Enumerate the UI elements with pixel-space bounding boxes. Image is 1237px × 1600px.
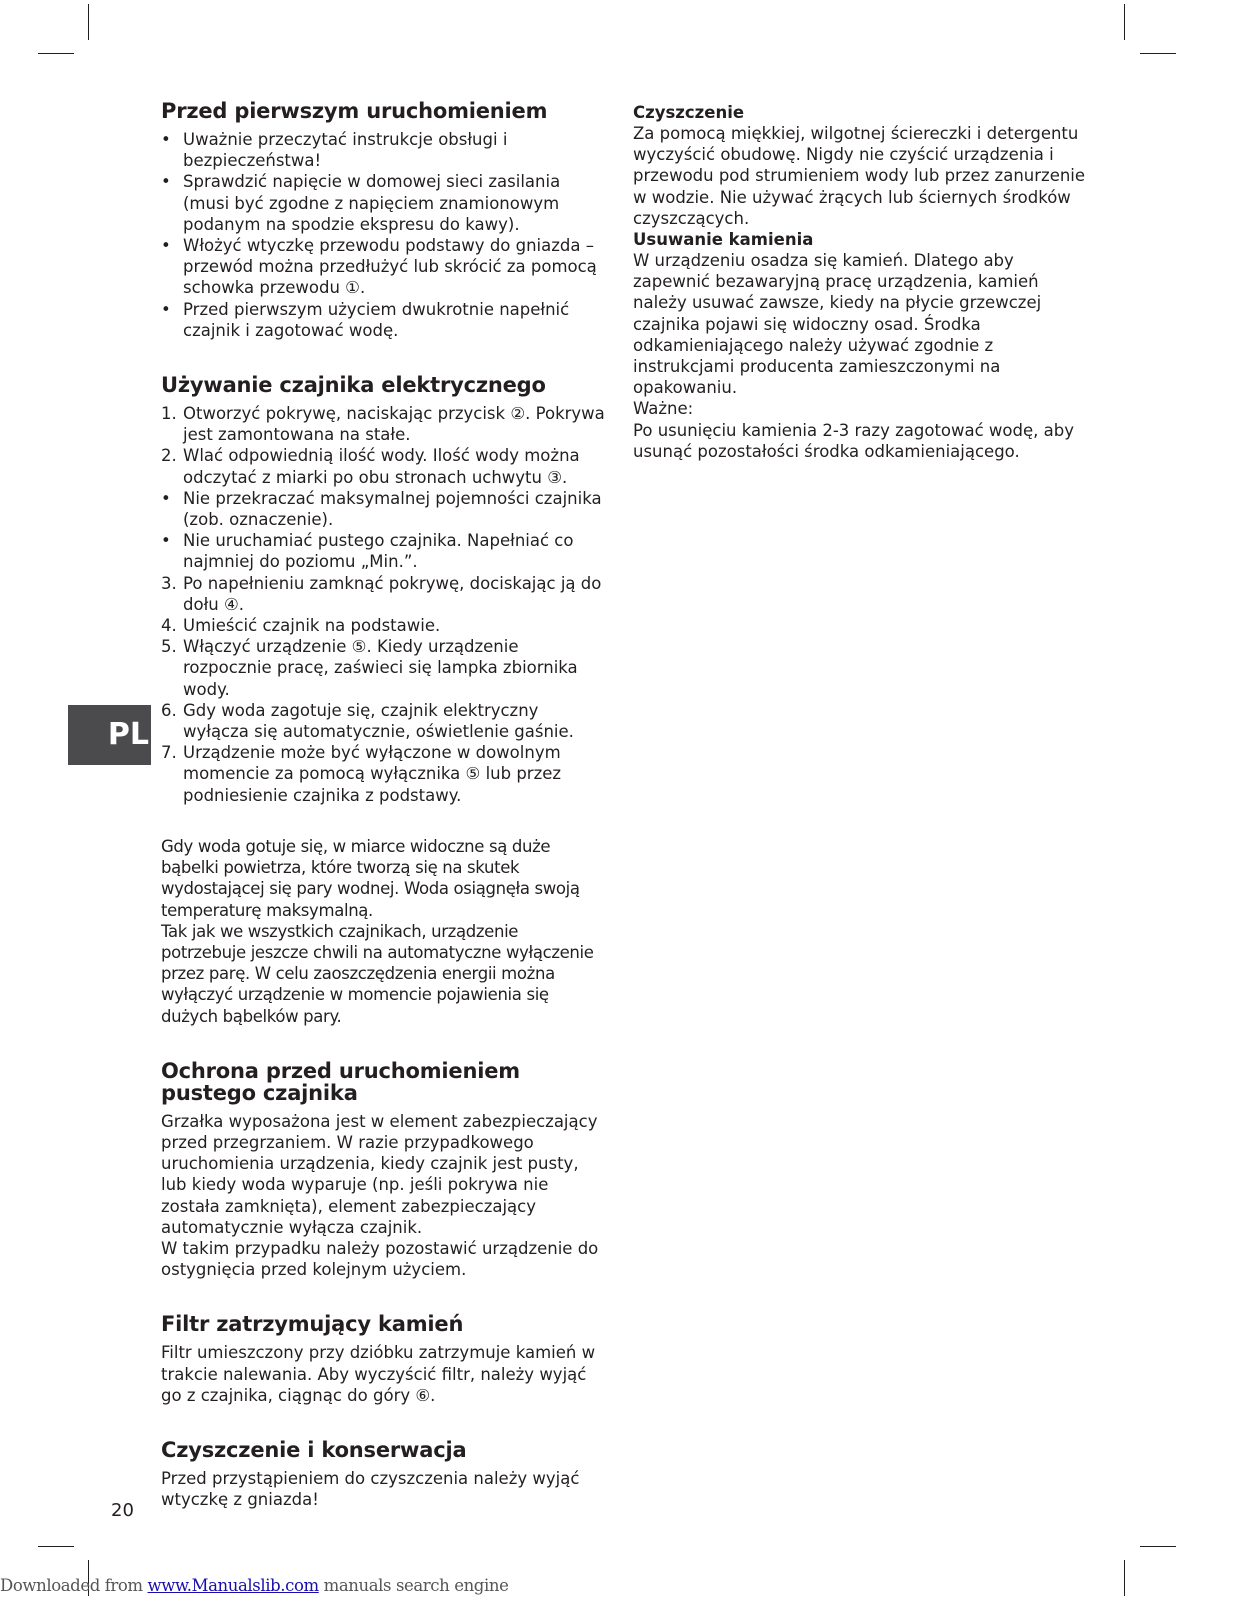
crop-mark [1140,53,1176,54]
usage-list [161,403,606,806]
list-item: 6. Gdy woda zagotuje się, czajnik elektryczny wyłącza się automatycznie, oświetlenie gaśnie. [161,700,574,742]
manualslib-link[interactable]: www.Manualslib.com [147,1576,319,1595]
important-text: Po usunięciu kamienia 2-3 razy zagotować wodę, aby usunąć pozostałości środka odkamieniającego. [633,420,1074,461]
usage-paragraph: Tak jak we wszystkich czajnikach, urządzenie potrzebuje jeszcze chwili na automatyczne wyłączenie przez parę. W celu zaoszczędzenia energii można wyłączyć urządzenie w momencie pojawienia się dużych bąbelków pary. [161,921,594,1026]
list-item: • Nie uruchamiać pustego czajnika. Napełniać co najmniej do poziomu „Min.”. [161,531,574,572]
title-line: pustego czajnika [161,1080,358,1105]
crop-mark [1124,1560,1125,1596]
usage-paragraph: Gdy woda gotuje się, w miarce widoczne są duże bąbelki powietrza, które tworzą się na skutek wydostającej się pary wodnej. Woda osiągnęła swoją temperaturę maksymalną. [161,836,580,920]
list-item: 3. Po napełnieniu zamknąć pokrywę, dociskając ją do dołu ④. [161,573,602,614]
list-item: 4. Umieścić czajnik na podstawie. [161,616,441,636]
dry-boil-paragraph: W takim przypadku należy pozostawić urządzenie do ostygnięcia przed kolejnym użyciem. [161,1238,599,1280]
page-number: 20 [111,1500,134,1521]
cleaning-maintenance-paragraph: Przed przystąpieniem do czyszczenia należy wyjąć wtyczkę z gniazda! [161,1468,580,1510]
crop-mark [1140,1546,1176,1547]
footer-suffix: manuals search engine [318,1576,509,1595]
list-item: • Sprawdzić napięcie w domowej sieci zasilania (musi być zgodne z napięciem znamionowym podanym na spodzie ekspresu do kawy). [161,172,561,234]
list-item: • Nie przekraczać maksymalnej pojemności czajnika (zob. oznaczenie). [161,488,602,530]
filter-paragraph: Filtr umieszczony przy dzióbku zatrzymuje kamień w trakcie nalewania. Aby wyczyścić filtr, należy wyjąć go z czajnika, ciągnąc do góry ⑥. [161,1343,596,1405]
descaling-paragraph: W urządzeniu osadza się kamień. Dlatego aby zapewnić bezawaryjną pracę urządzenia, kamień należy usuwać zawsze, kiedy na płycie grzewczej czajnika pojawi się widoczny osad. Środka odkamieniającego należy używać zgodnie z instrukcjami producenta zamieszczonymi na opakowaniu. [633,251,1042,398]
left-column [161,100,606,1510]
section-title-cleaning-maintenance: Czyszczenie i konserwacja [161,1437,467,1462]
list-item: • Włożyć wtyczkę przewodu podstawy do gniazda – przewód można przedłużyć lub skrócić za pomocą schowka przewodu ①. [161,236,597,298]
crop-mark [88,4,89,40]
cleaning-paragraph: Za pomocą miękkiej, wilgotnej ściereczki i detergentu wyczyścić obudowę. Nigdy nie czyścić urządzenia i przewodu pod strumieniem wody lub przez zanurzenie w wodzie. Nie używać żrących lub ściernych środków czyszczących. [633,124,1086,228]
section-title-dry-boil [161,1060,606,1104]
crop-mark [38,1546,74,1547]
section-title-usage: Używanie czajnika elektrycznego [161,373,546,398]
list-item: 5. Włączyć urządzenie ⑤. Kiedy urządzenie rozpocznie pracę, zaświeci się lampka zbiornika wody. [161,637,578,699]
footer-prefix: Downloaded from [0,1576,148,1595]
crop-mark [38,53,74,54]
first-use-list [161,129,606,341]
list-item: 7. Urządzenie może być wyłączone w dowolnym momencie za pomocą wyłącznika ⑤ lub przez podniesienie czajnika z podstawy. [161,743,562,805]
language-tab: PL [68,705,151,765]
download-footer [0,1576,508,1595]
right-column [633,102,1088,462]
list-item: 2. Wlać odpowiednią ilość wody. Ilość wody można odczytać z miarki po obu stronach uchwytu ③. [161,446,580,487]
section-title-cleaning: Czyszczenie [633,103,745,122]
important-label: Ważne: [633,399,694,419]
title-line: Ochrona przed uruchomieniem [161,1058,520,1083]
list-item: • Uważnie przeczytać instrukcje obsługi i bezpieczeństwa! [161,130,508,171]
list-item: 1. Otworzyć pokrywę, naciskając przycisk ②. Pokrywa jest zamontowana na stałe. [161,404,605,445]
list-item: • Przed pierwszym użyciem dwukrotnie napełnić czajnik i zagotować wodę. [161,299,570,340]
section-title-first-use: Przed pierwszym uruchomieniem [161,99,548,123]
section-title-filter: Filtr zatrzymujący kamień [161,1312,464,1337]
section-title-descaling: Usuwanie kamienia [633,230,814,250]
crop-mark [1124,4,1125,40]
dry-boil-paragraph: Grzałka wyposażona jest w element zabezpieczający przed przegrzaniem. W razie przypadkowego uruchomienia urządzenia, kiedy czajnik jest pusty, lub kiedy woda wyparuje (np. jeśli pokrywa nie została zamknięta), element zabezpieczający automatycznie wyłącza czajnik. [161,1111,598,1237]
